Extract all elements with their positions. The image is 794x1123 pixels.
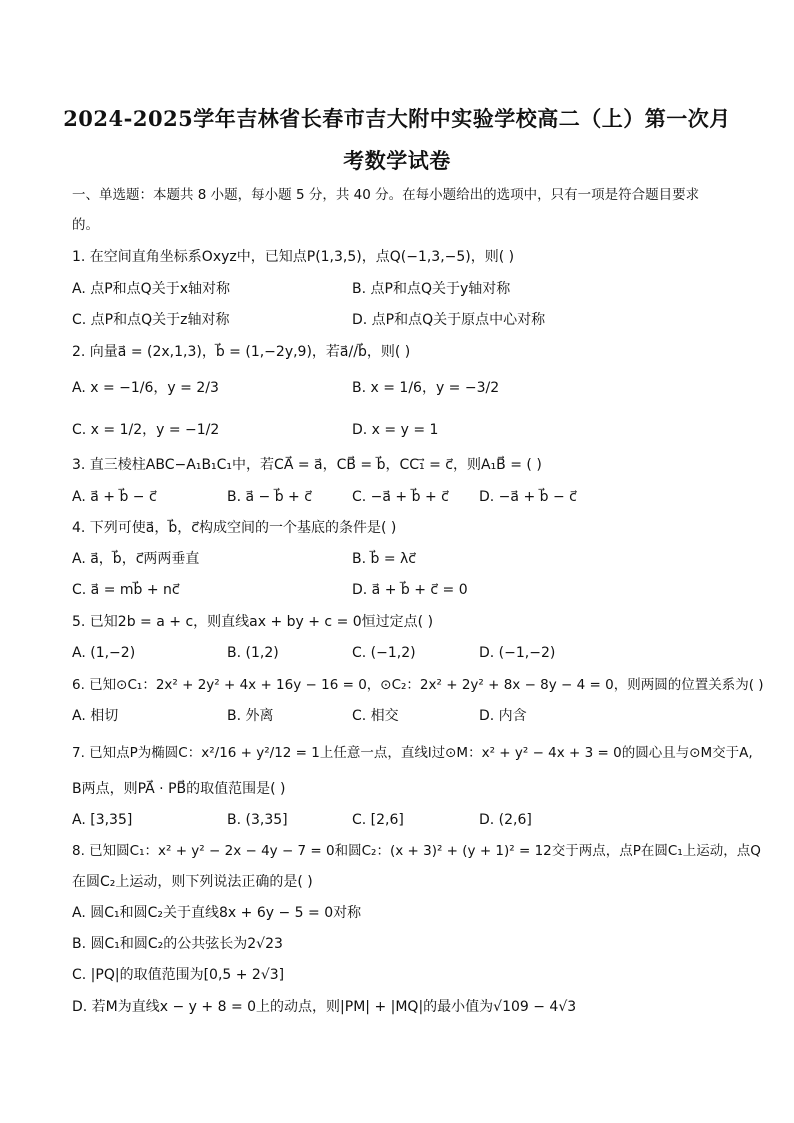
question-8-option-b: B. 圆C₁和圆C₂的公共弦长为2√23 (72, 936, 283, 952)
question-2-option-d: D. x = y = 1 (352, 422, 439, 438)
question-4-option-c: C. a⃗ = mb⃗ + nc⃗ (72, 582, 180, 598)
question-8-option-a: A. 圆C₁和圆C₂关于直线8x + 6y − 5 = 0对称 (72, 905, 362, 921)
question-7-option-d: D. (2,6] (479, 812, 532, 828)
question-7-stem-cont: B两点，则PA⃗ · PB⃗的取值范围是( ) (72, 781, 286, 797)
question-5-option-d: D. (−1,−2) (479, 645, 556, 661)
question-2-option-b: B. x = 1/6，y = −3/2 (352, 380, 500, 396)
question-8-option-c: C. |PQ|的取值范围为[0,5 + 2√3] (72, 967, 285, 983)
question-1-option-a: A. 点P和点Q关于x轴对称 (72, 281, 230, 297)
question-7-stem: 7. 已知点P为椭圆C：x²/16 + y²/12 = 1上任意一点，直线l过⊙M：x² + y² − 4x + 3 = 0的圆心且与⊙M交于A, (72, 745, 753, 761)
question-1-stem: 1. 在空间直角坐标系Oxyz中，已知点P(1,3,5)，点Q(−1,3,−5)，则( ) (72, 249, 515, 265)
exam-title-line1: 2024-2025学年吉林省长春市吉大附中实验学校高二（上）第一次月 (63, 106, 731, 131)
question-3-stem: 3. 直三棱柱ABC−A₁B₁C₁中，若CA⃗ = a⃗，CB⃗ = b⃗，CC₁⃗ = c⃗，则A₁B⃗ = ( ) (72, 457, 542, 473)
question-8-stem-cont: 在圆C₂上运动，则下列说法正确的是( ) (72, 874, 313, 890)
question-8-stem: 8. 已知圆C₁：x² + y² − 2x − 4y − 7 = 0和圆C₂：(x + 3)² + (y + 1)² = 12交于两点，点P在圆C₁上运动，点Q (72, 843, 761, 859)
question-3-option-d: D. −a⃗ + b⃗ − c⃗ (479, 489, 577, 505)
question-2-option-c: C. x = 1/2，y = −1/2 (72, 422, 220, 438)
question-2-stem: 2. 向量a⃗ = (2x,1,3)，b⃗ = (1,−2y,9)，若a⃗//b⃗，则( ) (72, 344, 411, 360)
question-6-option-a: A. 相切 (72, 708, 119, 724)
question-7-option-c: C. [2,6] (352, 812, 404, 828)
question-4-option-b: B. b⃗ = λc⃗ (352, 551, 417, 567)
question-6-option-b: B. 外离 (227, 708, 274, 724)
question-8-option-d: D. 若M为直线x − y + 8 = 0上的动点，则|PM| + |MQ|的最小值为√109 − 4√3 (72, 999, 577, 1015)
question-7-option-b: B. (3,35] (227, 812, 288, 828)
question-6-option-c: C. 相交 (352, 708, 399, 724)
question-3-option-c: C. −a⃗ + b⃗ + c⃗ (352, 489, 449, 505)
question-1-option-d: D. 点P和点Q关于原点中心对称 (352, 312, 546, 328)
question-7-option-a: A. [3,35] (72, 812, 133, 828)
question-5-option-c: C. (−1,2) (352, 645, 416, 661)
exam-title-line2: 考数学试卷 (343, 148, 451, 173)
question-4-option-d: D. a⃗ + b⃗ + c⃗ = 0 (352, 582, 468, 598)
question-6-option-d: D. 内含 (479, 708, 527, 724)
question-1-option-b: B. 点P和点Q关于y轴对称 (352, 281, 511, 297)
question-4-option-a: A. a⃗，b⃗，c⃗两两垂直 (72, 551, 200, 567)
question-4-stem: 4. 下列可使a⃗，b⃗，c⃗构成空间的一个基底的条件是( ) (72, 520, 397, 536)
question-5-stem: 5. 已知2b = a + c，则直线ax + by + c = 0恒过定点( ) (72, 614, 434, 630)
section-heading-cont: 的。 (72, 217, 99, 233)
section-heading: 一、单选题：本题共 8 小题，每小题 5 分，共 40 分。在每小题给出的选项中，只有一项是符合题目要求 (72, 187, 700, 203)
question-5-option-a: A. (1,−2) (72, 645, 136, 661)
question-5-option-b: B. (1,2) (227, 645, 279, 661)
question-3-option-b: B. a⃗ − b⃗ + c⃗ (227, 489, 312, 505)
question-3-option-a: A. a⃗ + b⃗ − c⃗ (72, 489, 157, 505)
question-1-option-c: C. 点P和点Q关于z轴对称 (72, 312, 230, 328)
question-2-option-a: A. x = −1/6，y = 2/3 (72, 380, 219, 396)
question-6-stem: 6. 已知⊙C₁：2x² + 2y² + 4x + 16y − 16 = 0，⊙C₂：2x² + 2y² + 8x − 8y − 4 = 0，则两圆的位置关系为( ) (72, 677, 764, 693)
